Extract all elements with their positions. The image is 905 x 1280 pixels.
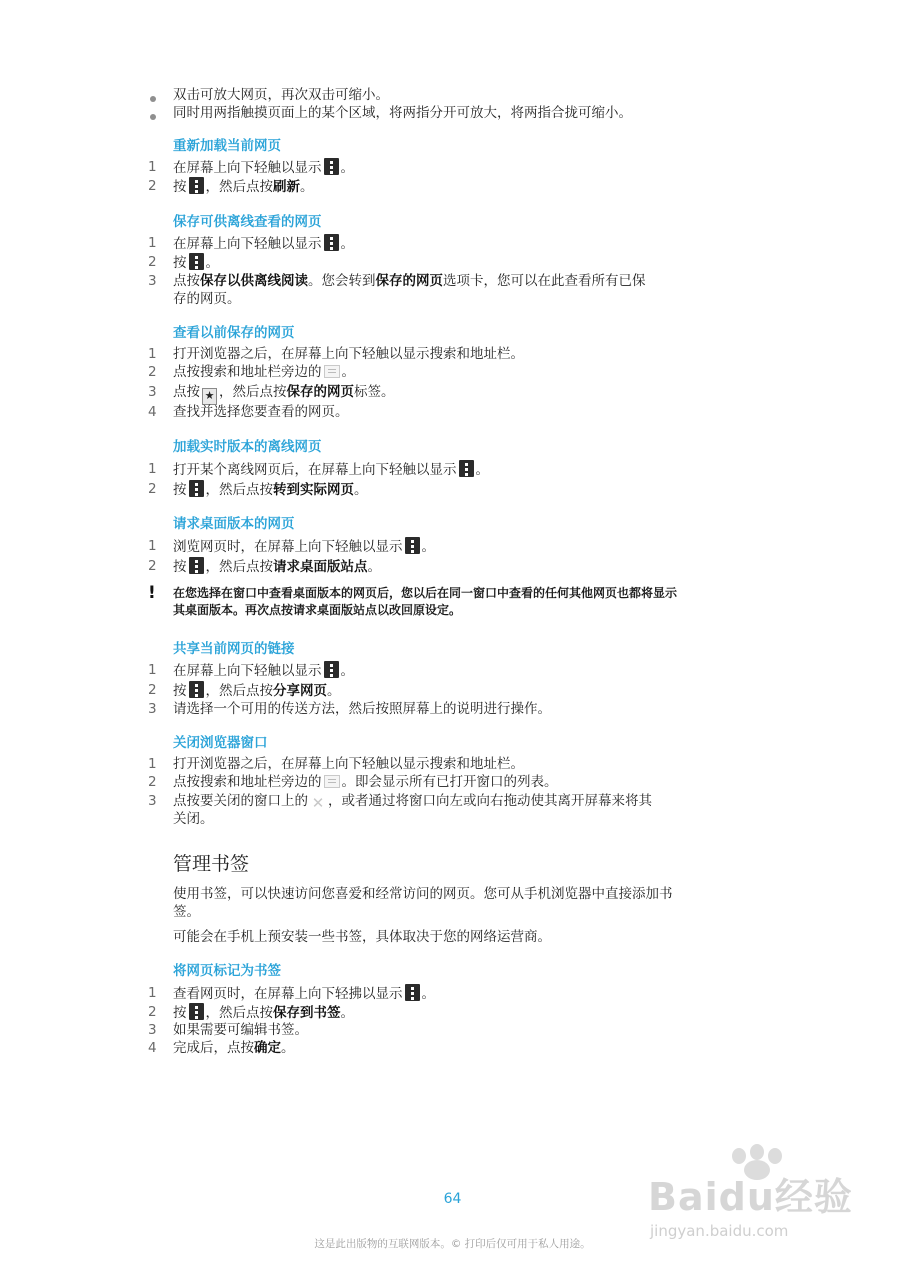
- section-title-mark-bookmark: 将网页标记为书签: [173, 963, 281, 979]
- windows-icon: [324, 365, 340, 378]
- step-number: 2: [148, 254, 157, 270]
- menu-icon: [324, 661, 339, 678]
- chapter-heading-bookmarks: 管理书签: [173, 853, 250, 875]
- step-number: 2: [148, 481, 157, 497]
- step-number: 3: [148, 701, 157, 717]
- step-text: 点按要关闭的窗口上的 ✕ ，或者通过将窗口向左或向右拖动使其离开屏幕来将其: [173, 793, 652, 812]
- bookmark-star-icon: ★: [202, 388, 217, 405]
- section-title-desktop: 请求桌面版本的网页: [173, 516, 295, 532]
- step-number: 1: [148, 662, 157, 678]
- step-number: 1: [148, 346, 157, 362]
- step-number: 4: [148, 404, 157, 420]
- step-text: 按 ，然后点按分享网页。: [173, 683, 341, 699]
- step-text: 点按保存以供离线阅读。您会转到保存的网页选项卡，您可以在此查看所有已保: [173, 273, 646, 289]
- menu-icon: [405, 984, 420, 1001]
- step-text: 在屏幕上向下轻触以显示 。: [173, 236, 354, 252]
- step-number: 1: [148, 235, 157, 251]
- step-text-continued: 关闭。: [173, 811, 214, 827]
- step-text: 在屏幕上向下轻触以显示 。: [173, 663, 354, 679]
- step-number: 3: [148, 384, 157, 400]
- menu-icon: [324, 234, 339, 251]
- paragraph: 使用书签，可以快速访问您喜爱和经常访问的网页。您可从手机浏览器中直接添加书: [173, 886, 673, 902]
- step-text: 请选择一个可用的传送方法，然后按照屏幕上的说明进行操作。: [173, 701, 551, 717]
- menu-icon: [189, 480, 204, 497]
- step-text: 打开浏览器之后，在屏幕上向下轻触以显示搜索和地址栏。: [173, 346, 524, 362]
- menu-icon: [405, 537, 420, 554]
- section-title-view-saved: 查看以前保存的网页: [173, 325, 295, 341]
- step-number: 1: [148, 159, 157, 175]
- menu-icon: [189, 557, 204, 574]
- step-text: 按 ，然后点按保存到书签。: [173, 1005, 354, 1021]
- step-number: 2: [148, 178, 157, 194]
- step-text: 按 。: [173, 255, 219, 271]
- menu-icon: [459, 460, 474, 477]
- bullet-item: 同时用两指触摸页面上的某个区域，将两指分开可放大，将两指合拢可缩小。: [173, 105, 632, 121]
- step-number: 2: [148, 558, 157, 574]
- step-number: 3: [148, 1022, 157, 1038]
- menu-icon: [189, 253, 204, 270]
- step-text: 查看网页时，在屏幕上向下轻拂以显示 。: [173, 986, 435, 1002]
- menu-icon: [189, 1003, 204, 1020]
- section-title-share: 共享当前网页的链接: [173, 641, 295, 657]
- bullet-dot: [150, 96, 156, 102]
- step-text: 查找并选择您要查看的网页。: [173, 404, 349, 420]
- step-text: 按 ，然后点按刷新。: [173, 179, 314, 195]
- menu-icon: [189, 681, 204, 698]
- note-text: 其桌面版本。再次点按请求桌面版站点以改回原设定。: [173, 603, 462, 617]
- section-title-load-live: 加载实时版本的离线网页: [173, 439, 322, 455]
- step-text: 点按搜索和地址栏旁边的 。即会显示所有已打开窗口的列表。: [173, 774, 558, 790]
- step-number: 2: [148, 1004, 157, 1020]
- close-icon: ✕: [311, 794, 325, 812]
- windows-icon: [324, 775, 340, 788]
- step-number: 1: [148, 538, 157, 554]
- note-text: 在您选择在窗口中查看桌面版本的网页后，您以后在同一窗口中查看的任何其他网页也都将显示: [173, 586, 678, 600]
- page-footer: 这是此出版物的互联网版本。© 打印后仅可用于私人用途。: [314, 1238, 591, 1250]
- section-title-save-offline: 保存可供离线查看的网页: [173, 214, 322, 230]
- step-text-continued: 存的网页。: [173, 291, 241, 307]
- step-number: 2: [148, 682, 157, 698]
- step-text: 如果需要可编辑书签。: [173, 1022, 308, 1038]
- step-text: 打开某个离线网页后，在屏幕上向下轻触以显示 。: [173, 462, 489, 478]
- step-text: 浏览网页时，在屏幕上向下轻触以显示 。: [173, 539, 435, 555]
- step-text: 点按搜索和地址栏旁边的 。: [173, 364, 355, 380]
- step-number: 3: [148, 793, 157, 809]
- section-title-reload: 重新加载当前网页: [173, 138, 281, 154]
- step-number: 4: [148, 1040, 157, 1056]
- step-number: 1: [148, 461, 157, 477]
- menu-icon: [189, 177, 204, 194]
- paragraph: 签。: [173, 904, 200, 920]
- step-text: 按 ，然后点按转到实际网页。: [173, 482, 368, 498]
- step-number: 3: [148, 273, 157, 289]
- step-number: 1: [148, 985, 157, 1001]
- bullet-item: 双击可放大网页，再次双击可缩小。: [173, 87, 389, 103]
- step-text: 按 ，然后点按请求桌面版站点。: [173, 559, 381, 575]
- step-number: 2: [148, 774, 157, 790]
- warning-icon: !: [148, 583, 156, 603]
- watermark-brand: Baidu经验: [648, 1175, 853, 1219]
- watermark-url: jingyan.baidu.com: [650, 1222, 789, 1240]
- step-text: 完成后，点按确定。: [173, 1040, 295, 1056]
- step-text: 点按 ★ ，然后点按保存的网页标签。: [173, 383, 395, 405]
- paragraph: 可能会在手机上预安装一些书签，具体取决于您的网络运营商。: [173, 929, 551, 945]
- page-number: 64: [443, 1191, 462, 1207]
- step-number: 1: [148, 756, 157, 772]
- step-text: 在屏幕上向下轻触以显示 。: [173, 160, 354, 176]
- step-text: 打开浏览器之后，在屏幕上向下轻触以显示搜索和地址栏。: [173, 756, 524, 772]
- menu-icon: [324, 158, 339, 175]
- section-title-close: 关闭浏览器窗口: [173, 735, 268, 751]
- step-number: 2: [148, 364, 157, 380]
- bullet-dot: [150, 114, 156, 120]
